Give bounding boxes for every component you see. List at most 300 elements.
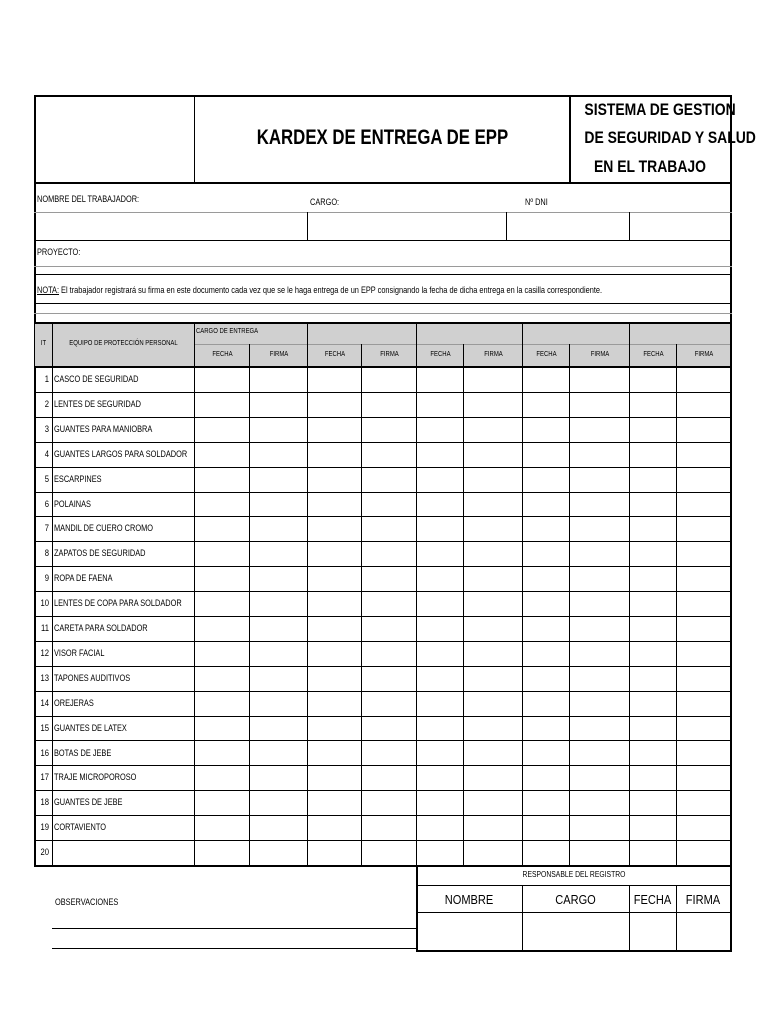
delivery-date-cell[interactable] <box>308 443 361 467</box>
delivery-date-cell[interactable] <box>195 418 249 442</box>
frame-top-line <box>34 95 732 97</box>
equipment-name: BOTAS DE JEBE <box>54 748 112 758</box>
delivery-date-cell[interactable] <box>417 517 463 541</box>
delivery-date-cell[interactable] <box>417 642 463 666</box>
delivery-signature-cell[interactable] <box>677 517 730 541</box>
delivery-signature-cell[interactable] <box>464 717 522 741</box>
equipment-name: GUANTES PARA MANIOBRA <box>54 424 153 434</box>
delivery-date-cell[interactable] <box>308 692 361 716</box>
col-line-equipment <box>194 323 195 865</box>
delivery-date-cell[interactable] <box>630 667 676 691</box>
frame-left-line <box>34 95 36 865</box>
delivery-date-cell[interactable] <box>417 717 463 741</box>
delivery-signature-cell[interactable] <box>464 816 522 840</box>
delivery-date-cell[interactable] <box>308 567 361 591</box>
note-text <box>37 286 602 295</box>
delivery-signature-cell[interactable] <box>570 692 629 716</box>
delivery-date-cell[interactable] <box>195 841 249 865</box>
delivery-date-cell[interactable] <box>195 542 249 566</box>
delivery-date-cell[interactable] <box>417 742 463 766</box>
responsible-header-line <box>416 885 732 886</box>
equipment-name: TRAJE MICROPOROSO <box>54 772 137 782</box>
equipment-name: LENTES DE COPA PARA SOLDADOR <box>54 598 182 608</box>
delivery-signature-cell[interactable] <box>362 468 416 492</box>
note-label: NOTA: <box>37 285 60 295</box>
info-bottom-line <box>34 240 732 241</box>
delivery-signature-cell[interactable] <box>570 592 629 616</box>
delivery-date-cell[interactable] <box>417 791 463 815</box>
delivery-signature-cell[interactable] <box>362 692 416 716</box>
delivery-signature-cell[interactable] <box>570 717 629 741</box>
delivery-signature-cell[interactable] <box>677 841 730 865</box>
delivery-date-cell[interactable] <box>195 642 249 666</box>
delivery-signature-cell[interactable] <box>464 766 522 790</box>
row-number: 1 <box>44 374 49 384</box>
delivery-date-cell[interactable] <box>630 517 676 541</box>
col-line <box>416 323 417 865</box>
delivery-signature-cell[interactable] <box>362 517 416 541</box>
delivery-date-cell[interactable] <box>523 443 569 467</box>
equipment-name: LENTES DE SEGURIDAD <box>54 399 141 409</box>
header-divider-left <box>194 97 195 182</box>
delivery-signature-cell[interactable] <box>250 542 307 566</box>
row-number: 8 <box>44 548 49 558</box>
delivery-date-cell[interactable] <box>630 791 676 815</box>
delivery-signature-cell[interactable] <box>677 418 730 442</box>
delivery-signature-cell[interactable] <box>677 592 730 616</box>
equipment-name: OREJERAS <box>54 698 94 708</box>
delivery-signature-cell[interactable] <box>362 393 416 417</box>
col-line <box>522 323 523 865</box>
delivery-signature-cell[interactable] <box>250 418 307 442</box>
delivery-signature-cell[interactable] <box>464 667 522 691</box>
delivery-date-cell[interactable] <box>523 667 569 691</box>
col-line <box>569 344 570 865</box>
delivery-signature-cell[interactable] <box>677 692 730 716</box>
system-title-line-1: SISTEMA DE GESTION <box>584 100 736 119</box>
delivery-date-cell[interactable] <box>523 592 569 616</box>
delivery-date-cell[interactable] <box>308 766 361 790</box>
delivery-date-cell[interactable] <box>195 443 249 467</box>
delivery-signature-cell[interactable] <box>570 493 629 517</box>
delivery-date-cell[interactable] <box>308 468 361 492</box>
delivery-signature-cell[interactable] <box>250 393 307 417</box>
col-it-header: IT <box>40 340 47 347</box>
frame-right-line <box>730 95 732 952</box>
delivery-date-cell[interactable] <box>630 841 676 865</box>
subcol-header-firma: FIRMA <box>590 351 610 358</box>
delivery-date-cell[interactable] <box>308 393 361 417</box>
col-line-it <box>52 323 53 865</box>
delivery-date-cell[interactable] <box>523 617 569 641</box>
col-line <box>676 344 677 865</box>
delivery-date-cell[interactable] <box>195 393 249 417</box>
observations-line-2 <box>52 948 416 949</box>
delivery-date-cell[interactable] <box>630 592 676 616</box>
delivery-date-cell[interactable] <box>417 443 463 467</box>
responsible-col-line <box>676 886 677 950</box>
delivery-signature-cell[interactable] <box>570 642 629 666</box>
delivery-signature-cell[interactable] <box>464 542 522 566</box>
row-number: 18 <box>40 797 49 807</box>
delivery-signature-cell[interactable] <box>570 393 629 417</box>
observations-line-1 <box>52 928 416 929</box>
delivery-date-cell[interactable] <box>630 368 676 392</box>
delivery-signature-cell[interactable] <box>250 791 307 815</box>
delivery-date-cell[interactable] <box>630 766 676 790</box>
delivery-date-cell[interactable] <box>417 816 463 840</box>
equipment-name: MANDIL DE CUERO CROMO <box>54 523 153 533</box>
delivery-date-cell[interactable] <box>523 742 569 766</box>
delivery-signature-cell[interactable] <box>464 791 522 815</box>
delivery-date-cell[interactable] <box>308 517 361 541</box>
delivery-date-cell[interactable] <box>523 468 569 492</box>
delivery-date-cell[interactable] <box>630 742 676 766</box>
delivery-signature-cell[interactable] <box>677 742 730 766</box>
delivery-date-cell[interactable] <box>308 617 361 641</box>
delivery-signature-cell[interactable] <box>250 368 307 392</box>
delivery-date-cell[interactable] <box>630 692 676 716</box>
delivery-signature-cell[interactable] <box>677 667 730 691</box>
responsible-col-line <box>629 886 630 950</box>
delivery-date-cell[interactable] <box>195 567 249 591</box>
delivery-date-cell[interactable] <box>417 841 463 865</box>
spacer-line <box>34 313 732 314</box>
delivery-signature-cell[interactable] <box>250 443 307 467</box>
delivery-signature-cell[interactable] <box>362 742 416 766</box>
row-number: 15 <box>40 723 49 733</box>
delivery-date-cell[interactable] <box>308 742 361 766</box>
delivery-date-cell[interactable] <box>308 592 361 616</box>
delivery-date-cell[interactable] <box>308 816 361 840</box>
delivery-date-cell[interactable] <box>417 493 463 517</box>
note-body: El trabajador registrará su firma en este documento cada vez que se le haga entrega de un EPP consignando la fecha de dicha entrega en la casilla correspondiente. <box>59 285 603 295</box>
subcol-header-fecha: FECHA <box>430 351 451 358</box>
delivery-signature-cell[interactable] <box>570 418 629 442</box>
delivery-date-cell[interactable] <box>308 642 361 666</box>
dni-field[interactable] <box>507 213 629 240</box>
delivery-date-cell[interactable] <box>630 443 676 467</box>
delivery-signature-cell[interactable] <box>677 493 730 517</box>
delivery-date-cell[interactable] <box>195 617 249 641</box>
col-line <box>249 344 250 865</box>
delivery-signature-cell[interactable] <box>250 841 307 865</box>
delivery-date-cell[interactable] <box>417 667 463 691</box>
delivery-date-cell[interactable] <box>195 667 249 691</box>
delivery-date-cell[interactable] <box>417 418 463 442</box>
delivery-date-cell[interactable] <box>195 493 249 517</box>
delivery-signature-cell[interactable] <box>362 717 416 741</box>
delivery-signature-cell[interactable] <box>464 393 522 417</box>
project-label: PROYECTO: <box>37 247 81 257</box>
delivery-signature-cell[interactable] <box>362 493 416 517</box>
delivery-signature-cell[interactable] <box>677 542 730 566</box>
delivery-date-cell[interactable] <box>630 717 676 741</box>
delivery-signature-cell[interactable] <box>570 567 629 591</box>
delivery-date-cell[interactable] <box>195 766 249 790</box>
header-bottom-line <box>34 182 732 184</box>
responsible-label: RESPONSABLE DEL REGISTRO <box>522 870 626 879</box>
responsible-field[interactable] <box>677 913 729 949</box>
row-number: 17 <box>40 772 49 782</box>
delivery-signature-cell[interactable] <box>362 443 416 467</box>
delivery-signature-cell[interactable] <box>570 368 629 392</box>
delivery-date-cell[interactable] <box>195 468 249 492</box>
delivery-date-cell[interactable] <box>417 393 463 417</box>
delivery-signature-cell[interactable] <box>464 642 522 666</box>
delivery-date-cell[interactable] <box>523 567 569 591</box>
project-field[interactable] <box>95 242 725 266</box>
delivery-signature-cell[interactable] <box>464 493 522 517</box>
delivery-signature-cell[interactable] <box>362 766 416 790</box>
subcol-header-fecha: FECHA <box>324 351 346 358</box>
equipment-name: POLAINAS <box>54 499 91 509</box>
delivery-date-cell[interactable] <box>523 766 569 790</box>
delivery-date-cell[interactable] <box>523 692 569 716</box>
delivery-signature-cell[interactable] <box>677 816 730 840</box>
delivery-signature-cell[interactable] <box>362 567 416 591</box>
row-number: 20 <box>40 847 49 857</box>
delivery-signature-cell[interactable] <box>250 816 307 840</box>
col-equipment-header: EQUIPO DE PROTECCIÓN PERSONAL <box>69 340 178 347</box>
system-title-line-3: EN EL TRABAJO <box>593 157 707 176</box>
delivery-date-cell[interactable] <box>195 692 249 716</box>
delivery-date-cell[interactable] <box>523 642 569 666</box>
delivery-date-cell[interactable] <box>523 393 569 417</box>
delivery-date-cell[interactable] <box>630 468 676 492</box>
equipment-name: CORTAVIENTO <box>54 822 106 832</box>
delivery-signature-cell[interactable] <box>570 841 629 865</box>
equipment-name: GUANTES LARGOS PARA SOLDADOR <box>54 449 188 459</box>
delivery-date-cell[interactable] <box>630 617 676 641</box>
observations-label: OBSERVACIONES <box>55 897 119 907</box>
delivery-signature-cell[interactable] <box>570 517 629 541</box>
delivery-signature-cell[interactable] <box>362 418 416 442</box>
delivery-date-cell[interactable] <box>630 642 676 666</box>
delivery-signature-cell[interactable] <box>677 567 730 591</box>
delivery-date-cell[interactable] <box>523 717 569 741</box>
delivery-date-cell[interactable] <box>630 493 676 517</box>
delivery-signature-cell[interactable] <box>362 592 416 616</box>
responsible-col-line <box>522 886 523 950</box>
delivery-date-cell[interactable] <box>417 567 463 591</box>
row-number: 5 <box>44 474 49 484</box>
responsible-field[interactable] <box>630 913 675 949</box>
row-number: 12 <box>40 648 49 658</box>
responsible-col-2: FECHA <box>633 892 672 907</box>
delivery-signature-cell[interactable] <box>677 368 730 392</box>
delivery-signature-cell[interactable] <box>677 642 730 666</box>
delivery-signature-cell[interactable] <box>464 443 522 467</box>
delivery-date-cell[interactable] <box>417 368 463 392</box>
delivery-signature-cell[interactable] <box>570 542 629 566</box>
delivery-signature-cell[interactable] <box>570 667 629 691</box>
delivery-signature-cell[interactable] <box>464 368 522 392</box>
col-group-header: CARGO DE ENTREGA <box>196 328 259 335</box>
delivery-signature-cell[interactable] <box>677 468 730 492</box>
row-number: 11 <box>41 623 49 633</box>
worker-name-field[interactable] <box>36 213 306 240</box>
delivery-date-cell[interactable] <box>195 742 249 766</box>
subcol-header-firma: FIRMA <box>380 351 399 358</box>
row-number: 2 <box>44 399 49 409</box>
delivery-date-cell[interactable] <box>630 418 676 442</box>
note-bottom-line <box>34 303 732 304</box>
delivery-signature-cell[interactable] <box>570 766 629 790</box>
row-number: 14 <box>40 698 49 708</box>
delivery-date-cell[interactable] <box>195 791 249 815</box>
delivery-date-cell[interactable] <box>195 517 249 541</box>
delivery-signature-cell[interactable] <box>362 667 416 691</box>
delivery-signature-cell[interactable] <box>464 617 522 641</box>
col-line <box>463 344 464 865</box>
delivery-signature-cell[interactable] <box>250 692 307 716</box>
delivery-signature-cell[interactable] <box>677 393 730 417</box>
delivery-date-cell[interactable] <box>417 542 463 566</box>
delivery-date-cell[interactable] <box>308 542 361 566</box>
delivery-signature-cell[interactable] <box>362 642 416 666</box>
responsible-col-1: CARGO <box>555 892 596 907</box>
delivery-date-cell[interactable] <box>523 493 569 517</box>
delivery-date-cell[interactable] <box>308 368 361 392</box>
delivery-date-cell[interactable] <box>195 717 249 741</box>
delivery-signature-cell[interactable] <box>570 742 629 766</box>
delivery-signature-cell[interactable] <box>250 567 307 591</box>
delivery-date-cell[interactable] <box>417 592 463 616</box>
delivery-signature-cell[interactable] <box>677 617 730 641</box>
delivery-signature-cell[interactable] <box>250 468 307 492</box>
row-number: 16 <box>40 748 49 758</box>
delivery-signature-cell[interactable] <box>250 617 307 641</box>
delivery-date-cell[interactable] <box>523 418 569 442</box>
responsible-bottom-line <box>416 950 732 952</box>
row-number: 10 <box>40 598 49 608</box>
equipment-name: GUANTES DE LATEX <box>54 723 127 733</box>
delivery-signature-cell[interactable] <box>362 791 416 815</box>
delivery-signature-cell[interactable] <box>677 443 730 467</box>
cargo-label: CARGO: <box>310 197 340 207</box>
delivery-signature-cell[interactable] <box>362 368 416 392</box>
equipment-name: GUANTES DE JEBE <box>54 797 123 807</box>
subcol-header-fecha: FECHA <box>212 351 233 358</box>
subcol-header-firma: FIRMA <box>694 351 714 358</box>
delivery-date-cell[interactable] <box>417 766 463 790</box>
row-number: 9 <box>44 573 49 583</box>
delivery-signature-cell[interactable] <box>464 692 522 716</box>
delivery-signature-cell[interactable] <box>250 766 307 790</box>
delivery-date-cell[interactable] <box>630 393 676 417</box>
row-number: 13 <box>40 673 49 683</box>
delivery-date-cell[interactable] <box>308 841 361 865</box>
delivery-date-cell[interactable] <box>630 816 676 840</box>
delivery-signature-cell[interactable] <box>570 443 629 467</box>
delivery-date-cell[interactable] <box>417 617 463 641</box>
delivery-signature-cell[interactable] <box>250 493 307 517</box>
delivery-date-cell[interactable] <box>630 567 676 591</box>
system-title-line-2: DE SEGURIDAD Y SALUD <box>584 128 756 147</box>
delivery-signature-cell[interactable] <box>570 816 629 840</box>
delivery-signature-cell[interactable] <box>464 841 522 865</box>
equipment-name: ESCARPINES <box>54 474 102 484</box>
delivery-date-cell[interactable] <box>195 816 249 840</box>
delivery-date-cell[interactable] <box>417 692 463 716</box>
delivery-date-cell[interactable] <box>630 542 676 566</box>
project-bottom-line <box>34 266 732 267</box>
delivery-signature-cell[interactable] <box>464 592 522 616</box>
delivery-date-cell[interactable] <box>195 592 249 616</box>
info-divider-3 <box>629 212 630 240</box>
delivery-date-cell[interactable] <box>308 717 361 741</box>
equipment-name: ZAPATOS DE SEGURIDAD <box>54 548 146 558</box>
delivery-signature-cell[interactable] <box>250 717 307 741</box>
delivery-signature-cell[interactable] <box>250 642 307 666</box>
row-number: 6 <box>44 499 49 509</box>
responsible-field[interactable] <box>523 913 628 949</box>
delivery-signature-cell[interactable] <box>570 468 629 492</box>
delivery-date-cell[interactable] <box>195 368 249 392</box>
delivery-date-cell[interactable] <box>523 841 569 865</box>
delivery-signature-cell[interactable] <box>250 667 307 691</box>
delivery-date-cell[interactable] <box>523 542 569 566</box>
delivery-date-cell[interactable] <box>523 791 569 815</box>
delivery-signature-cell[interactable] <box>464 418 522 442</box>
form-title: KARDEX DE ENTREGA DE EPP <box>256 126 509 149</box>
delivery-date-cell[interactable] <box>523 517 569 541</box>
equipment-name: VISOR FACIAL <box>54 648 105 658</box>
delivery-signature-cell[interactable] <box>570 617 629 641</box>
delivery-signature-cell[interactable] <box>677 791 730 815</box>
equipment-name: ROPA DE FAENA <box>54 573 113 583</box>
delivery-date-cell[interactable] <box>308 493 361 517</box>
delivery-date-cell[interactable] <box>308 418 361 442</box>
delivery-date-cell[interactable] <box>523 816 569 840</box>
delivery-signature-cell[interactable] <box>362 841 416 865</box>
delivery-date-cell[interactable] <box>417 468 463 492</box>
subcol-header-firma: FIRMA <box>269 351 289 358</box>
col-line <box>307 323 308 865</box>
delivery-date-cell[interactable] <box>308 791 361 815</box>
delivery-signature-cell[interactable] <box>464 742 522 766</box>
equipment-name: CARETA PARA SOLDADOR <box>54 623 148 633</box>
responsible-field[interactable] <box>417 913 521 949</box>
subcol-header-firma: FIRMA <box>484 351 503 358</box>
delivery-signature-cell[interactable] <box>362 617 416 641</box>
delivery-signature-cell[interactable] <box>250 592 307 616</box>
delivery-signature-cell[interactable] <box>362 816 416 840</box>
delivery-signature-cell[interactable] <box>570 791 629 815</box>
delivery-date-cell[interactable] <box>308 667 361 691</box>
delivery-signature-cell[interactable] <box>250 742 307 766</box>
col-line <box>629 323 630 865</box>
subcol-header-fecha: FECHA <box>536 351 557 358</box>
delivery-signature-cell[interactable] <box>464 517 522 541</box>
delivery-signature-cell[interactable] <box>464 567 522 591</box>
equipment-name: CASCO DE SEGURIDAD <box>54 374 139 384</box>
delivery-signature-cell[interactable] <box>677 717 730 741</box>
delivery-signature-cell[interactable] <box>250 517 307 541</box>
delivery-signature-cell[interactable] <box>677 766 730 790</box>
delivery-signature-cell[interactable] <box>362 542 416 566</box>
header-divider-right <box>569 97 571 182</box>
delivery-date-cell[interactable] <box>523 368 569 392</box>
subcol-header-fecha: FECHA <box>643 351 664 358</box>
equipment-name: TAPONES AUDITIVOS <box>54 673 131 683</box>
delivery-signature-cell[interactable] <box>464 468 522 492</box>
table-header-top-line <box>34 322 732 324</box>
row-number: 19 <box>40 822 49 832</box>
cargo-field[interactable] <box>308 213 506 240</box>
responsible-col-0: NOMBRE <box>444 892 494 907</box>
